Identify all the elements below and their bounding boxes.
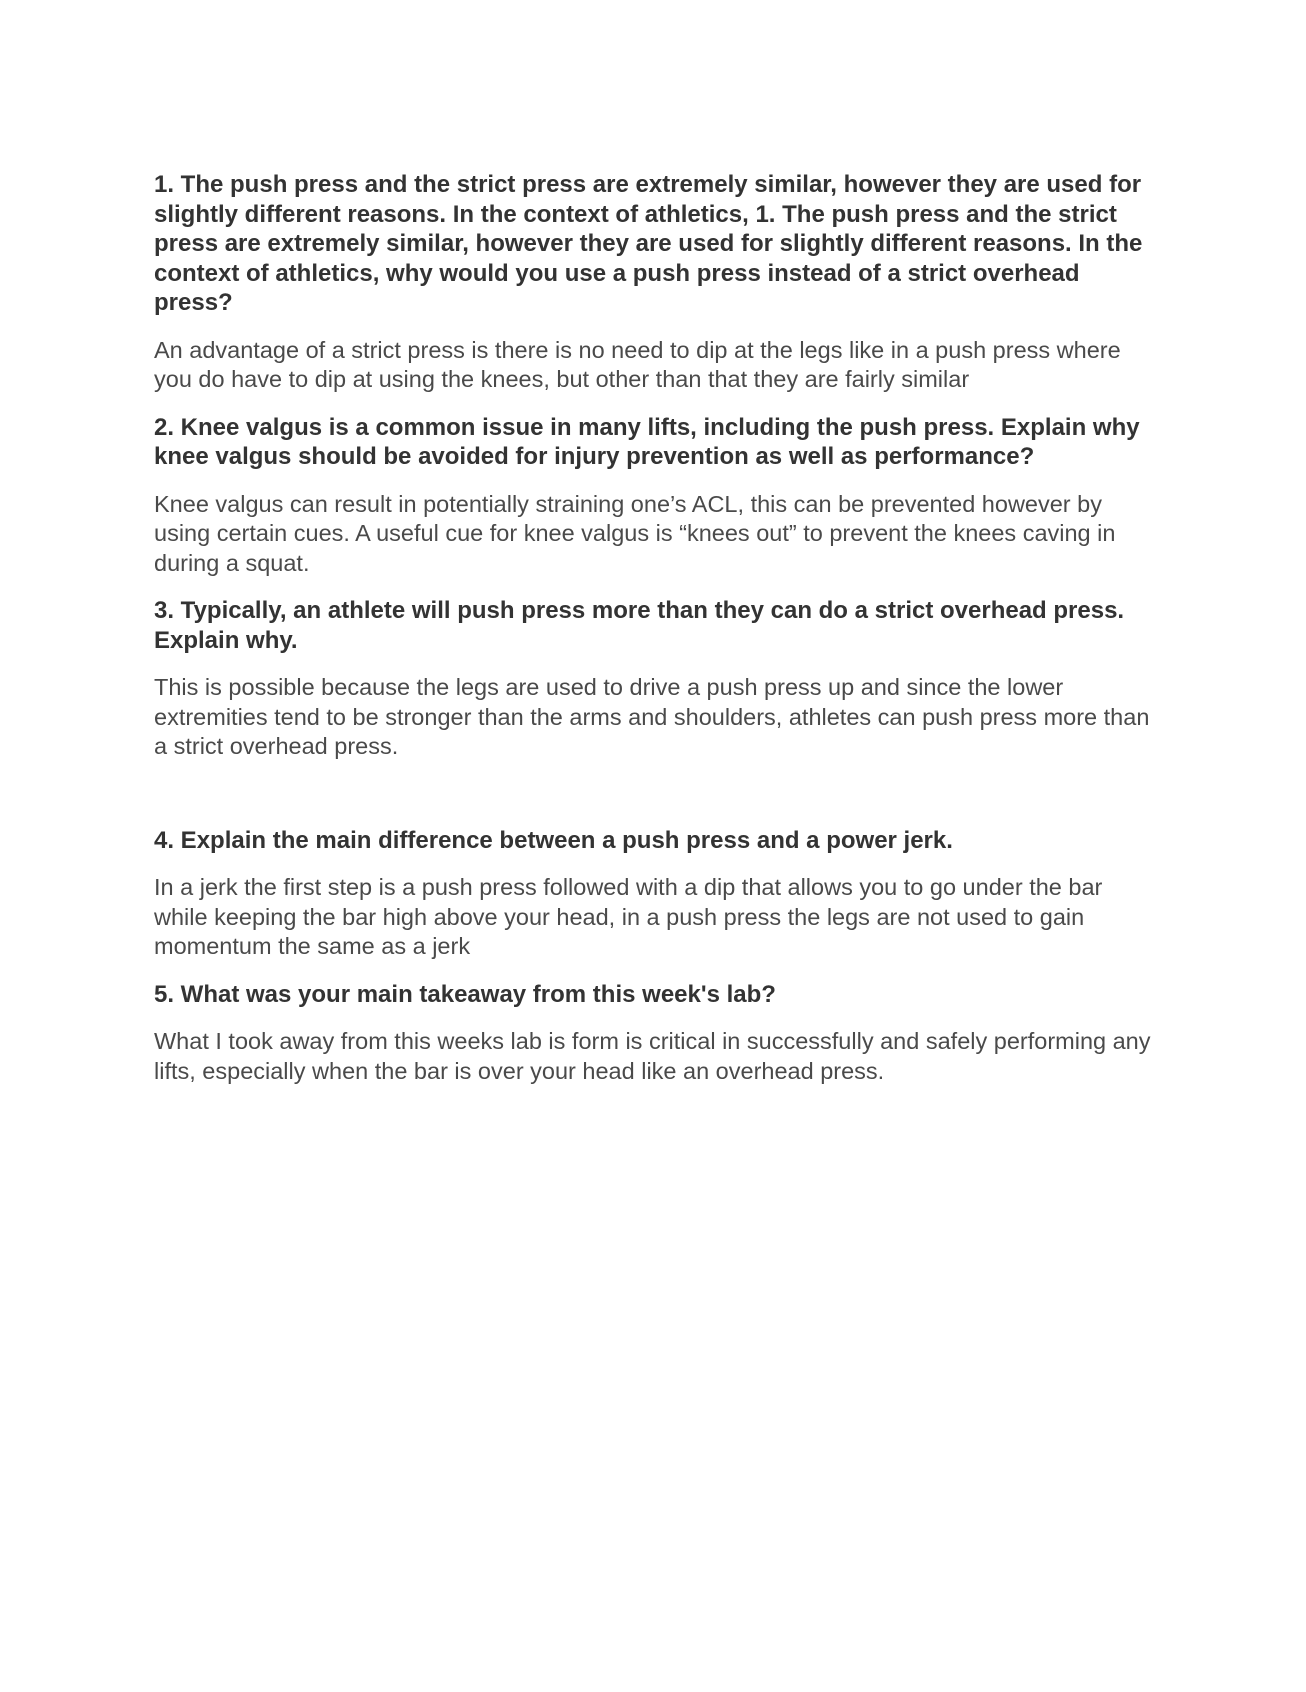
question-4: 4. Explain the main difference between a push press and a power jerk. [154, 826, 953, 854]
question-1: 1. The push press and the strict press are extremely similar, however they are used for slightly different reasons. In the context of athletics, 1. The push press and the strict press are extremely similar, however they are used for slightly different reasons. In the context of athletics, why would you use a push press instead of a strict overhead press? [154, 171, 1143, 316]
question-5: 5. What was your main takeaway from this week's lab? [154, 980, 776, 1008]
question-3: 3. Typically, an athlete will push press more than they can do a strict overhead press. Explain why. [154, 597, 1125, 654]
question-2: 2. Knee valgus is a common issue in many lifts, including the push press. Explain why knee valgus should be avoided for injury prevention as well as performance? [154, 413, 1140, 470]
answer-1: An advantage of a strict press is there is no need to dip at the legs like in a push press where you do have to dip at using the knees, but other than that they are fairly similar [154, 336, 1121, 392]
answer-2: Knee valgus can result in potentially straining one’s ACL, this can be prevented however by using certain cues. A useful cue for knee valgus is “knees out” to prevent the knees caving in during a squat. [154, 490, 1116, 576]
answer-5: What I took away from this weeks lab is form is critical in successfully and safely performing any lifts, especially when the bar is over your head like an overhead press. [154, 1028, 1151, 1084]
document-body [154, 170, 1154, 1086]
answer-4: In a jerk the first step is a push press followed with a dip that allows you to go under the bar while keeping the bar high above your head, in a push press the legs are not used to gain momentum the same as a jerk [154, 874, 1103, 959]
answer-3: This is possible because the legs are used to drive a push press up and since the lower extremities tend to be stronger than the arms and shoulders, athletes can push press more than a strict overhead press. [154, 674, 1150, 759]
